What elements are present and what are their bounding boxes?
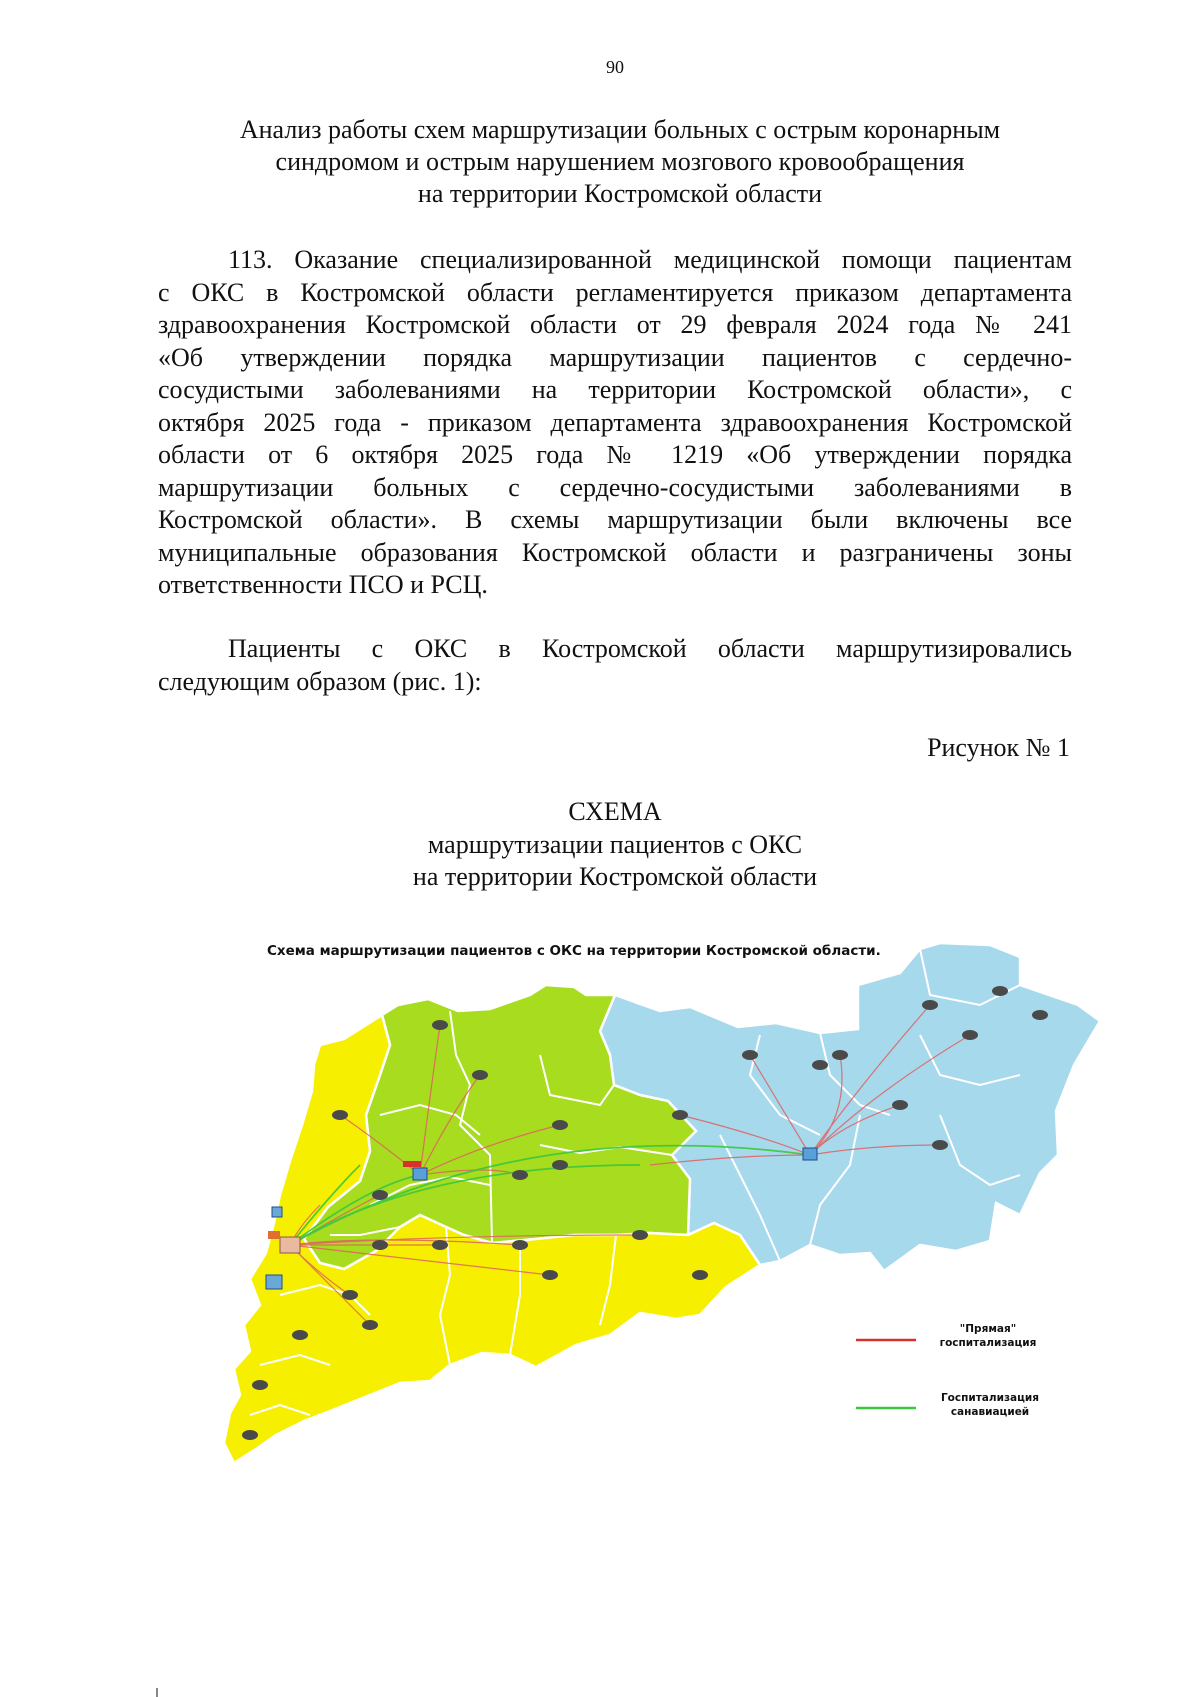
paragraph-line: ответственности ПСО и РСЦ.: [158, 570, 488, 599]
map-legend: [856, 1323, 1039, 1418]
title-line: синдромом и острым нарушением мозгового кровообращения: [275, 147, 965, 176]
figure-title-line: на территории Костромской области: [412, 862, 818, 891]
ambulance-icon: [632, 1230, 648, 1240]
legend-direct-label: "Прямая": [959, 1323, 1017, 1335]
ambulance-icon: [542, 1270, 558, 1280]
ambulance-icon: [432, 1240, 448, 1250]
legend-air-label: санавиацией: [950, 1406, 1030, 1418]
figure-title-line: СХЕМА: [568, 797, 662, 826]
title-line: Анализ работы схем маршрутизации больных с острым коронарным: [239, 115, 1001, 144]
ambulance-icon: [512, 1170, 528, 1180]
paragraph-line: сосудистыми заболеваниями на территории Костромской области», с: [158, 375, 1072, 404]
legend-direct-label: госпитализация: [939, 1337, 1037, 1349]
ambulance-icon: [252, 1380, 268, 1390]
ambulance-icon: [372, 1190, 388, 1200]
ambulance-icon: [962, 1030, 978, 1040]
ambulance-icon: [992, 986, 1008, 996]
ambulance-icon: [1032, 1010, 1048, 1020]
ambulance-icon: [512, 1240, 528, 1250]
hub-flag: [268, 1231, 280, 1239]
paragraph-line: следующим образом (рис. 1):: [158, 666, 482, 696]
ambulance-icon: [692, 1270, 708, 1280]
routing-map-svg: [220, 915, 1160, 1490]
paragraph-line: Пациенты с ОКС в Костромской области маршрутизировались: [228, 634, 1072, 663]
title-line: на территории Костромской области: [417, 179, 823, 208]
paragraph-line: здравоохранения Костромской области от 29 февраля 2024 года № 241: [158, 310, 1072, 339]
paragraph-line: октября 2025 года - приказом департамента здравоохранения Костромской: [158, 407, 1072, 437]
legend-air-label: Госпитализация: [940, 1392, 1040, 1404]
hub-icon: [803, 1148, 817, 1160]
ambulance-icon: [342, 1290, 358, 1300]
ambulance-icon: [922, 1000, 938, 1010]
figure-title: [0, 796, 1200, 894]
paragraph-113: [158, 244, 1072, 602]
ambulance-icon: [242, 1430, 258, 1440]
ambulance-icon: [832, 1050, 848, 1060]
paragraph-routing: [158, 633, 1072, 698]
figure-title-line: маршрутизации пациентов с ОКС: [427, 829, 803, 859]
ambulance-icon: [372, 1240, 388, 1250]
paragraph-line: области от 6 октября 2025 года № 1219 «Об утверждении порядка: [158, 440, 1072, 469]
ambulance-icon: [292, 1330, 308, 1340]
routing-map: [220, 915, 1160, 1490]
ambulance-icon: [362, 1320, 378, 1330]
paragraph-line: с ОКС в Костромской области регламентируется приказом департамента: [158, 277, 1072, 307]
ambulance-icon: [672, 1110, 688, 1120]
document-title: [160, 114, 1080, 210]
page-number: 90: [606, 57, 624, 77]
scan-mark: [156, 1688, 158, 1697]
ambulance-icon: [552, 1160, 568, 1170]
ambulance-icon: [892, 1100, 908, 1110]
hub-icon: [413, 1168, 427, 1180]
ambulance-icon: [742, 1050, 758, 1060]
paragraph-line: маршрутизации больных с сердечно-сосудистыми заболеваниями в: [158, 472, 1072, 502]
ambulance-icon: [932, 1140, 948, 1150]
hub-icon: [266, 1275, 282, 1289]
ambulance-icon: [432, 1020, 448, 1030]
map-title: Схема маршрутизации пациентов с ОКС на территории Костромской области.: [267, 943, 881, 959]
paragraph-line: муниципальные образования Костромской области и разграничены зоны: [158, 537, 1072, 567]
paragraph-line: 113. Оказание специализированной медицинской помощи пациентам: [228, 245, 1072, 274]
figure-caption: Рисунок № 1: [927, 733, 1070, 762]
hub-icon: [272, 1207, 282, 1217]
ambulance-icon: [552, 1120, 568, 1130]
hub-icon: [280, 1237, 300, 1253]
ambulance-icon: [812, 1060, 828, 1070]
hub-flag: [403, 1161, 421, 1167]
ambulance-icon: [472, 1070, 488, 1080]
ambulance-icon: [332, 1110, 348, 1120]
paragraph-line: Костромской области». В схемы маршрутизации были включены все: [158, 505, 1072, 534]
paragraph-line: «Об утверждении порядка маршрутизации пациентов с сердечно-: [158, 342, 1072, 372]
